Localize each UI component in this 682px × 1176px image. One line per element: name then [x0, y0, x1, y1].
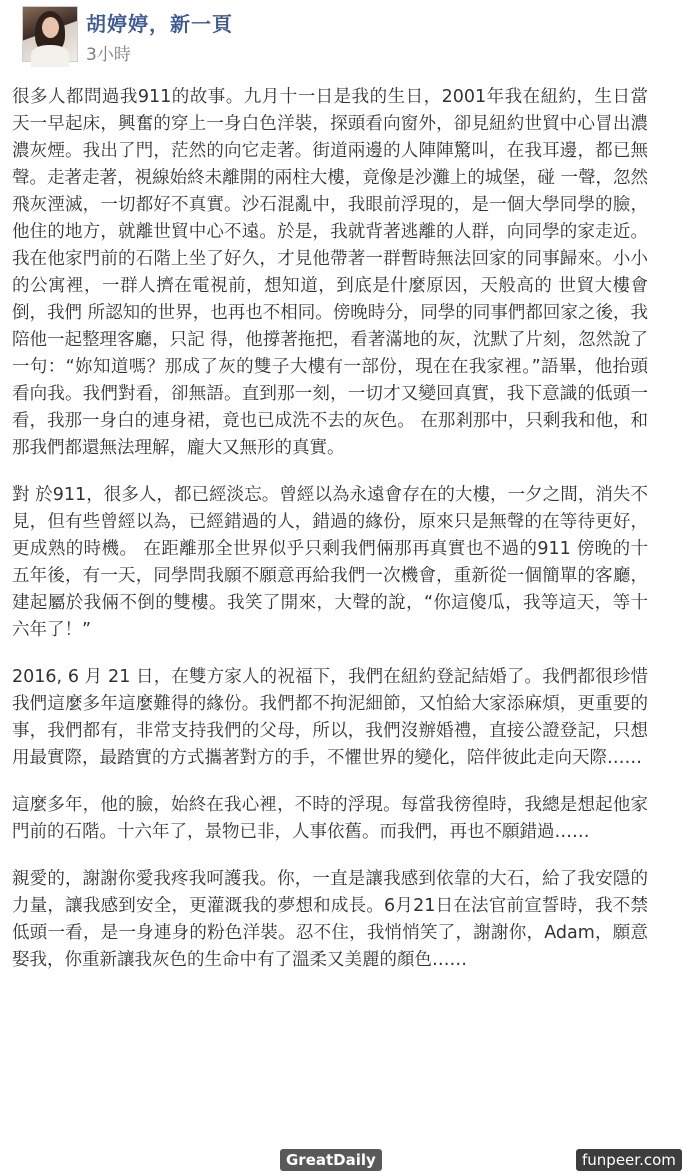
post-paragraph-4: 這麼多年，他的臉，始終在我心裡，不時的浮現。每當我徬徨時，我總是想起他家門前的石階。十六年了，景物已非，人事依舊。而我們，再也不願錯過……: [12, 795, 648, 842]
post-paragraph-2: 對 於911，很多人，都已經淡忘。曾經以為永遠會存在的大樓，一夕之間，消失不見，但有些曾經以為，已經錯過的人，錯過的緣份，原來只是無聲的在等待更好，更成熟的時機。 在距離那全世界似乎只剩我們倆那再真實也不過的911 傍晚的十五年後，有一天，同學問我願不願意再給我們一次機會，重新從一個簡單的客廳，建起屬於我倆不倒的雙樓。我笑了開來，大聲的說，“你這傻瓜，我等這天，等十六年了！”: [12, 485, 648, 640]
post-header: [14, 2, 634, 68]
post-body: [12, 84, 648, 994]
post-paragraph-1: 很多人都問過我911的故事。九月十一日是我的生日，2001年我在紐約，生日當天一早起床，興奮的穿上一身白色洋裝，探頭看向窗外，卻見紐約世貿中心冒出濃濃灰煙。我出了門，茫然的向它走著。街道兩邊的人陣陣驚叫，在我耳邊，都已無聲。走著走著，視線始終未離開的兩柱大樓，竟像是沙灘上的城堡，碰 一聲，忽然飛灰湮滅，一切都好不真實。沙石混亂中，我眼前浮現的，是一個大學同學的臉，他住的地方，就離世貿中心不遠。於是，我就背著逃離的人群，向同學的家走近。我在他家門前的石階上坐了好久，才見他帶著一群暫時無法回家的同事歸來。小小的公寓裡，一群人擠在電視前，想知道，到底是什麼原因，天般高的 世貿大樓會倒，我們 所認知的世界，也再也不相同。傍晚時分，同學的同事們都回家之後，我陪他一起整理客廳，只記 得，他撐著拖把，看著滿地的灰，沈默了片刻，忽然說了一句：“妳知道嗎？那成了灰的雙子大樓有一部份，現在在我家裡。”語畢，他抬頭看向我。我們對看，卻無語。直到那一刻，一切才又變回真實，我下意識的低頭一看，我那一身白的連身裙，竟也已成洗不去的灰色。 在那剎那中，只剩我和他，和那我們都還無法理解，龐大又無形的真實。: [12, 87, 648, 458]
author-name[interactable]: 胡婷婷，新一頁: [86, 12, 233, 36]
post-paragraph-5: 親愛的，謝謝你愛我疼我呵護我。你，一直是讓我感到依靠的大石，給了我安隱的力量，讓我感到安全，更灌溉我的夢想和成長。6月21日在法官前宣誓時，我不禁低頭一看，是一身連身的粉色洋裝。忍不住，我悄悄笑了，謝謝你，Adam，願意娶我，你重新讓我灰色的生命中有了溫柔又美麗的顏色……: [12, 869, 648, 970]
avatar-shoulders: [31, 45, 69, 67]
watermark-funpeer: funpeer.com: [576, 1149, 682, 1171]
post-timestamp[interactable]: 3小時: [86, 45, 131, 65]
post-paragraph-3: 2016, 6 月 21 日，在雙方家人的祝福下，我們在紐約登記結婚了。我們都很珍惜我們這麼多年這麼難得的緣份。我們都不拘泥細節，又怕給大家添麻煩，更重要的事，我們都有，非常支持我們的父母，所以，我們沒辦婚禮，直接公證登記，只想用最實際，最踏實的方式攜著對方的手，不懼世界的變化，陪伴彼此走向天際……: [12, 667, 648, 768]
avatar-face: [42, 17, 59, 38]
author-avatar[interactable]: [22, 6, 78, 62]
watermark-greatdaily: GreatDaily: [280, 1149, 382, 1171]
